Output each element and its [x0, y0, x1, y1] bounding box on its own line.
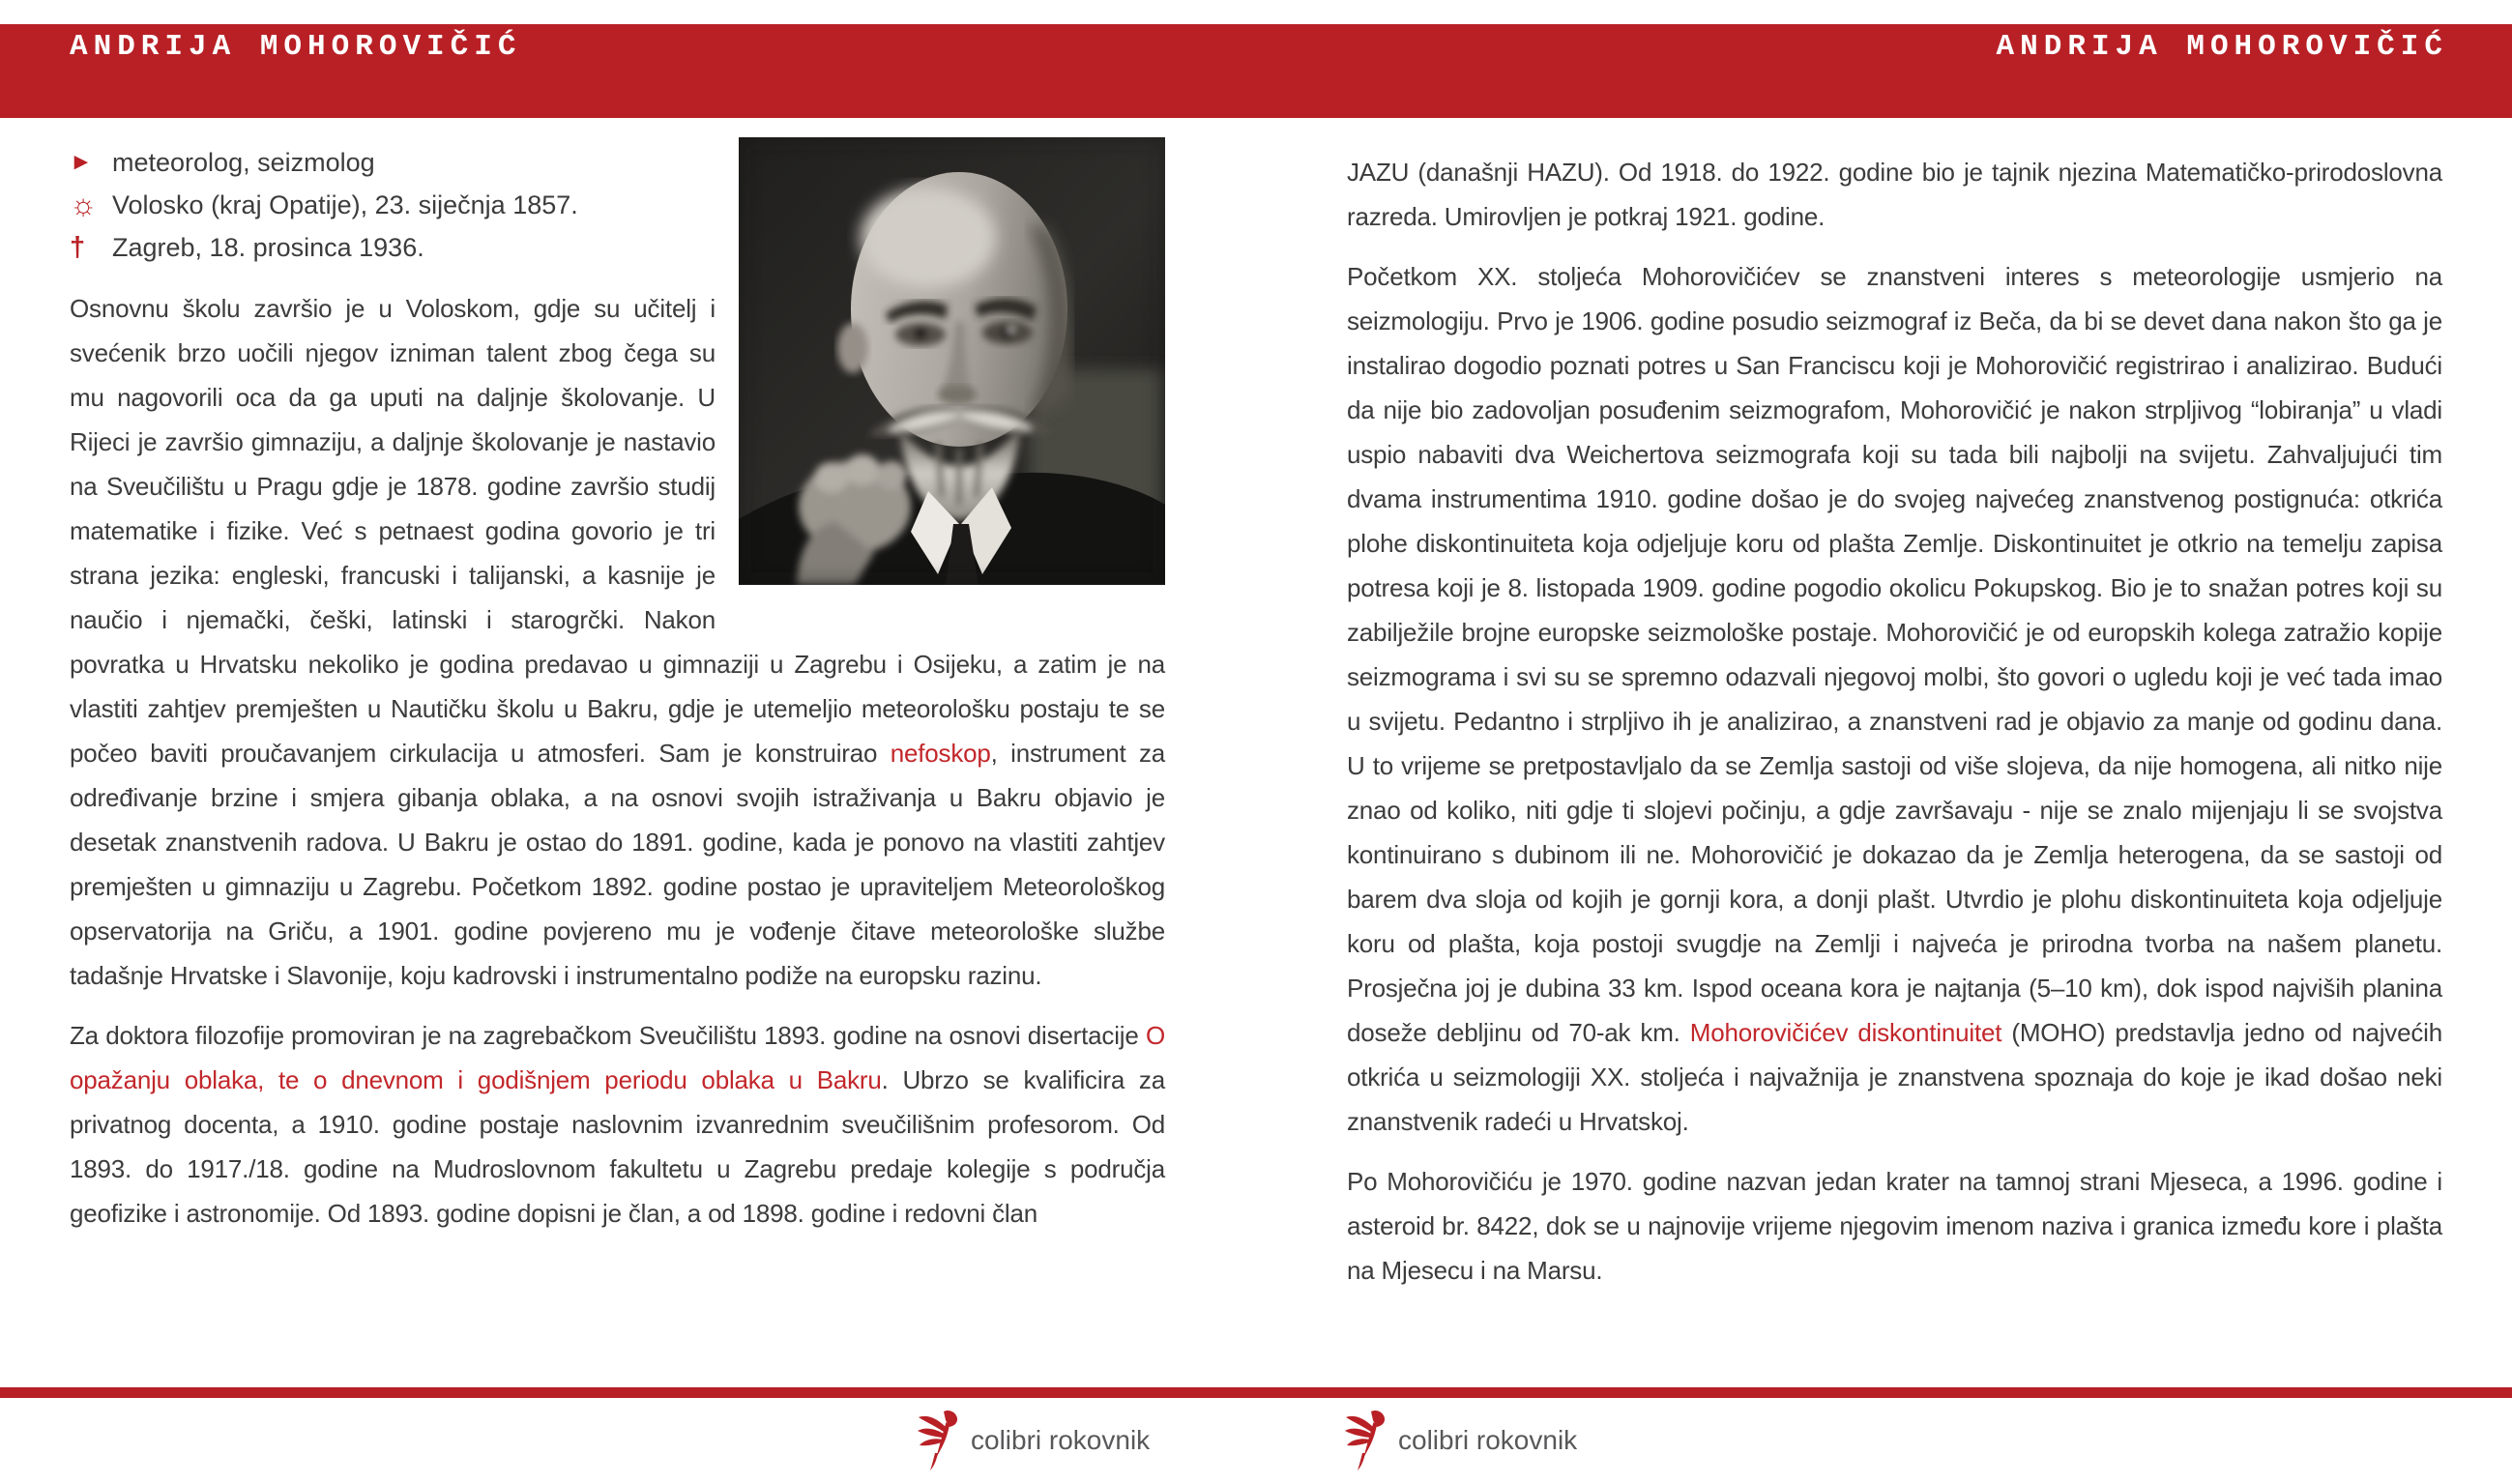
fact-death-text: Zagreb, 18. prosinca 1936.: [112, 233, 424, 262]
portrait-photo: [739, 137, 1165, 585]
left-paragraph-2: Za doktora filozofije promoviran je na zagrebačkom Sveučilištu 1893. godine na osnovi disertacije O opažanju oblaka, te o dnevnom i godišnjem periodu oblaka u Bakru. Ubrzo se kvalificira za privatnog docenta, a 1910. godine postaje naslovnim izvanrednim sveučilišnim profesorom. Od 1893. do 1917./18. godine na Mudroslovnom fakultetu u Zagrebu predaje kolegije s područja geofizike i astronomije. Od 1893. godine dopisni je član, a od 1898. godine i redovni član: [70, 1021, 1165, 1228]
page-title-left: ANDRIJA MOHOROVIČIĆ: [70, 30, 522, 64]
portrait-illustration: [739, 137, 1165, 585]
left-paragraph-1: Osnovnu školu završio je u Voloskom, gdje su učitelj i svećenik brzo uočili njegov izniman talent zbog čega su mu nagovorili oca da ga uputi na daljnje školovanje. U Rijeci je završio gimnaziju, a daljnje školovanje je nastavio na Sveučilištu u Pragu gdje je 1878. godine završio studij matematike i fizike. Već s petnaest godina govorio je tri strana jezika: engleski, francuski i talijanski, a kasnije je naučio i njemački, češki, latinski i starogrčki. Nakon povratka u Hrvatsku nekoliko je godina predavao u gimnaziji u Zagrebu i Osijeku, a zatim je na vlastiti zahtjev premješten u Nautičku školu u Bakru, gdje je utemeljio meteorološku postaju te se počeo baviti proučavanjem cirkulacija u atmosferi. Sam je konstruirao nefoskop, instrument za određivanje brzine i smjera gibanja oblaka, a na osnovi svojih istraživanja u Bakru objavio je desetak znanstvenih radova. U Bakru je ostao do 1891. godine, kada je ponovo na vlastiti zahtjev premješten u gimnaziju u Zagrebu. Početkom 1892. godine postao je upraviteljem Meteorološkog opservatorija na Griču, a 1901. godine povjereno mu je vođenje čitave meteorološke službe tadašnje Hrvatske i Slavonije, koju kadrovski i instrumentalno podiže na europsku razinu.: [70, 294, 1166, 990]
right-paragraph-3: Po Mohorovičiću je 1970. godine nazvan jedan krater na tamnoj strani Mjeseca, a 1996. godine i asteroid br. 8422, dok se u najnovije vrijeme njegovim imenom naziva i granica između kore i plašta na Mjesecu i na Marsu.: [1347, 1167, 2442, 1285]
fact-occupation: [70, 141, 716, 184]
hummingbird-icon: [1344, 1410, 1388, 1471]
cross-died-icon: †: [70, 232, 86, 263]
colibri-logo-right: [1344, 1410, 1577, 1471]
fact-birth: [70, 184, 716, 226]
right-paragraph-2: Početkom XX. stoljeća Mohorovičićev se znanstveni interes s meteorologije usmjerio na seizmologiju. Prvo je 1906. godine posudio seizmograf iz Beča, da bi se devet dana nakon što ga je instalirao dogodio poznati potres u San Franciscu koji je Mohorovičić registrirao i analizirao. Budući da nije bio zadovoljan posuđenim seizmografom, Mohorovičić je nakon strpljivog “lobiranja” u vladi uspio nabaviti dva Weichertova seizmografa koji su tada bili najbolji na svijetu. Zahvaljujući tim dvama instrumentima 1910. godine došao je do svojeg najvećeg znanstvenog postignuća: otkrića plohe diskontinuiteta koja odjeljuje koru od plašta Zemlje. Diskontinuitet je otkrio na temelju zapisa potresa koji je 8. listopada 1909. godine pogodio okolicu Pokupskog. Bio je to snažan potres koji su zabilježile brojne europske seizmološke postaje. Mohorovičić je od europskih kolega zatražio kopije seizmograma i svi su se spremno odazvali njegovoj molbi, što govori o ugledu koji je već tada imao u svijetu. Pedantno i strpljivo ih je analizirao, a znanstveni rad je objavio za manje od godinu dana. U to vrijeme se pretpostavljalo da se Zemlja sastoji od više slojeva, da nije homogena, ali nitko nije znao od koliko, niti gdje ti slojevi počinju, a gdje završavaju - nije se znalo mijenjaju li se svojstva kontinuirano s dubinom ili ne. Mohorovičić je dokazao da je Zemlja heterogena, da se sastoji od barem dva sloja od kojih je gornji kora, a donji plašt. Utvrdio je plohu diskontinuiteta koja odjeljuje koru od plašta, koja postoji svugdje na Zemlji i najveća je prirodna tvorba na našem planetu. Prosječna joj je dubina 33 km. Ispod oceana kora je najtanja (5–10 km), dok ispod najviših planina doseže debljinu od 70-ak km. Mohorovičićev diskontinuitet (MOHO) predstavlja jedno od najvećih otkrića u seizmologiji XX. stoljeća i najvažnija je znanstvena spoznaja do koje je ikad došao neki znanstvenik radeći u Hrvatskoj.: [1347, 262, 2442, 1136]
sun-born-icon: ☼: [70, 188, 98, 221]
colibri-logo-left-label: colibri rokovnik: [971, 1425, 1151, 1455]
colibri-logo-right-label: colibri rokovnik: [1398, 1425, 1578, 1455]
colibri-logo-left: [917, 1410, 1150, 1471]
left-page-column: [70, 137, 1165, 1251]
fact-birth-text: Volosko (kraj Opatije), 23. siječnja 1857.: [112, 190, 578, 219]
fact-occupation-text: meteorolog, seizmolog: [112, 148, 375, 177]
fact-death: [70, 226, 716, 269]
footer-divider-line: [0, 1387, 2512, 1398]
right-page-column: [1347, 150, 2442, 1308]
hummingbird-icon: [917, 1410, 961, 1471]
page-title-right: ANDRIJA MOHOROVIČIĆ: [1996, 30, 2448, 64]
right-paragraph-1: JAZU (današnji HAZU). Od 1918. do 1922. godine bio je tajnik njezina Matematičko-prirodoslovna razreda. Umirovljen je potkraj 1921. godine.: [1347, 158, 2442, 231]
triangle-right-icon: ►: [70, 149, 93, 175]
